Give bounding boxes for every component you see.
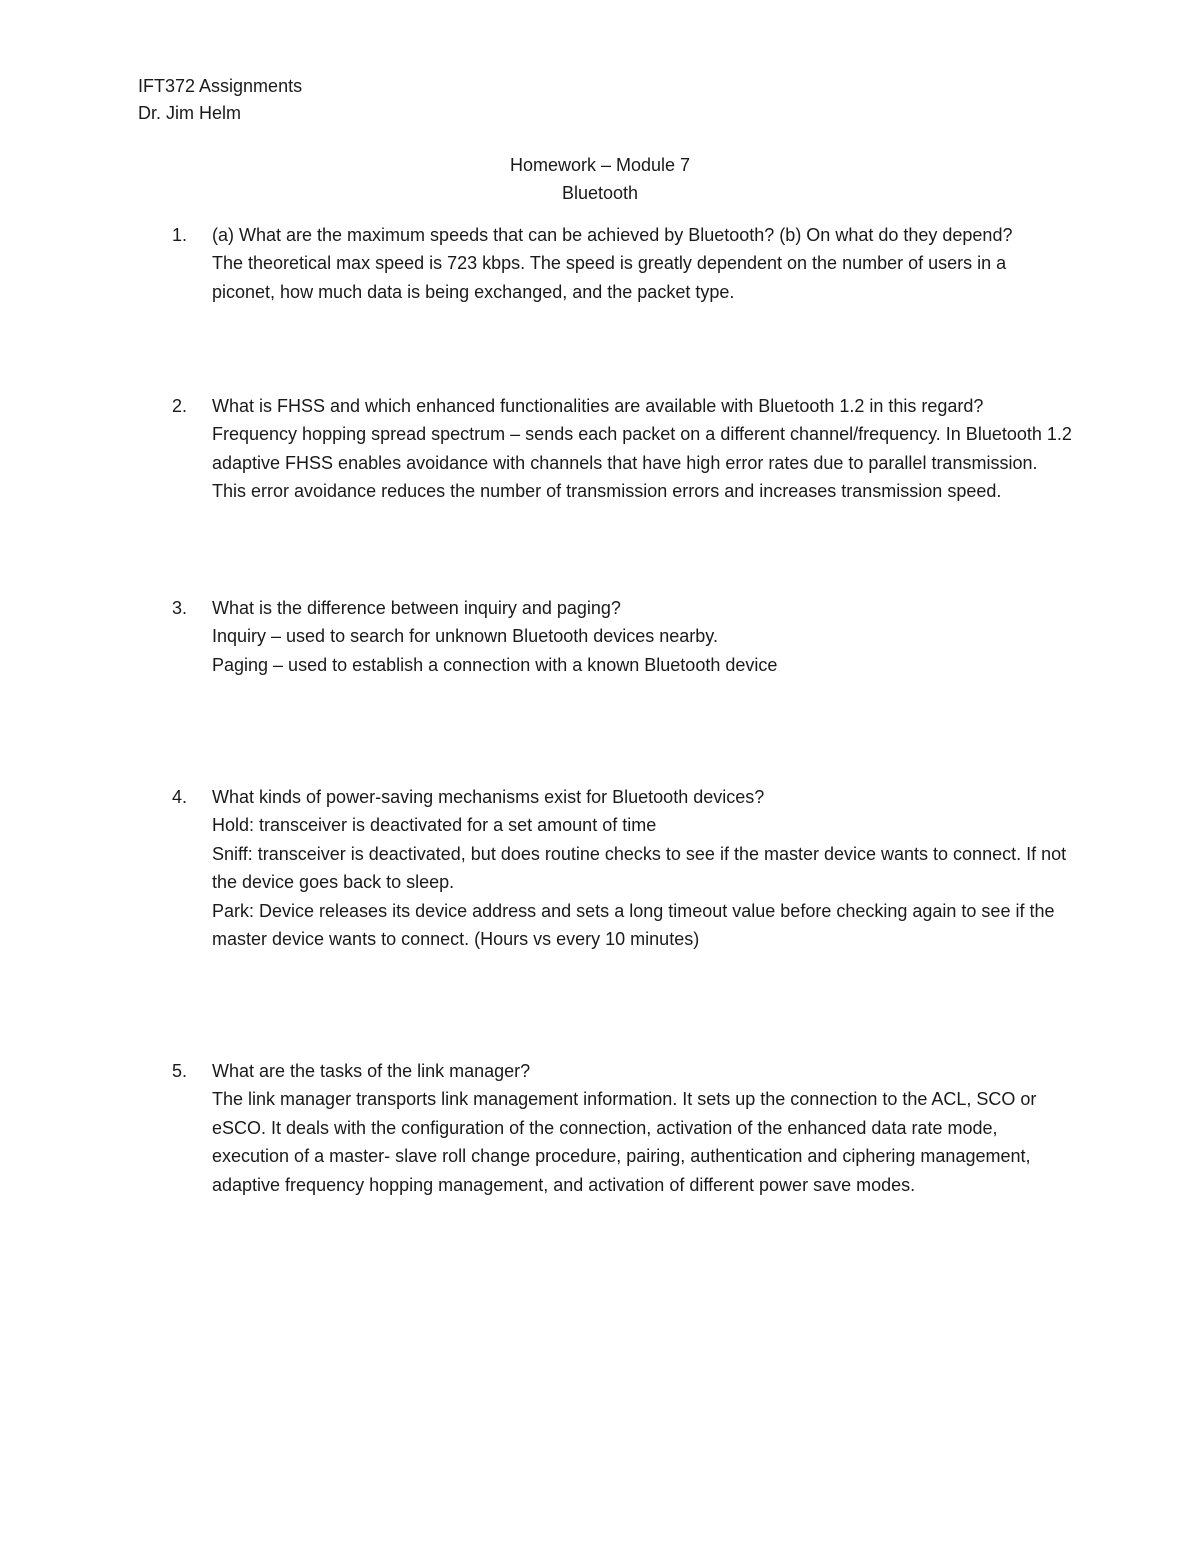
question-item-5 (172, 1057, 1072, 1199)
homework-subtitle: Bluetooth (561, 183, 639, 203)
question-text: What are the tasks of the link manager? (212, 1061, 531, 1081)
answer-text: Hold: transceiver is deactivated for a set amount of time (212, 815, 657, 836)
homework-title: Homework – Module 7 (509, 155, 691, 175)
answer-text: Sniff: transceiver is deactivated, but does routine checks to see if the master device wants to connect. If not the device goes back to sleep. (212, 843, 1067, 893)
answer-text: The theoretical max speed is 723 kbps. The speed is greatly dependent on the number of users in a piconet, how much data is being exchanged, and the packet type. (212, 253, 1007, 302)
answer-text: Inquiry – used to search for unknown Bluetooth devices nearby. (212, 626, 718, 647)
question-text: What is the difference between inquiry and paging? (212, 598, 621, 618)
course-title: IFT372 Assignments (138, 76, 303, 96)
question-number: 1. (172, 225, 188, 245)
question-number: 4. (172, 787, 188, 807)
question-text: (a) What are the maximum speeds that can be achieved by Bluetooth? (b) On what do they depend? (212, 225, 1013, 245)
answer-text: Paging – used to establish a connection with a known Bluetooth device (212, 654, 778, 675)
question-item-1 (172, 221, 1072, 306)
question-number: 5. (172, 1061, 188, 1081)
question-item-3 (172, 594, 1072, 679)
question-item-2 (172, 392, 1072, 506)
question-number: 3. (172, 598, 188, 618)
question-text: What kinds of power-saving mechanisms exist for Bluetooth devices? (212, 787, 765, 807)
question-text: What is FHSS and which enhanced functionalities are available with Bluetooth 1.2 in this regard? (212, 396, 984, 416)
document-header (138, 73, 302, 127)
answer-text: Park: Device releases its device address and sets a long timeout value before checking again to see if the master device wants to connect. (Hours vs every 10 minutes) (212, 900, 1055, 950)
answer-text: Frequency hopping spread spectrum – sends each packet on a different channel/frequency. In Bluetooth 1.2 adaptive FHSS enables avoidance with channels that have high error rates due to parallel transmission. This error avoidance reduces the number of transmission errors and increases transmission speed. (212, 424, 1072, 502)
question-item-4 (172, 783, 1072, 953)
page-title (0, 151, 1200, 207)
question-number: 2. (172, 396, 188, 416)
answer-text: The link manager transports link management information. It sets up the connection to the ACL, SCO or eSCO. It deals with the configuration of the connection, activation of the enhanced data rate mode, execution of a master- slave roll change procedure, pairing, authentication and ciphering management, adaptive frequency hopping management, and activation of different power save modes. (212, 1089, 1037, 1195)
instructor-name: Dr. Jim Helm (138, 103, 241, 123)
